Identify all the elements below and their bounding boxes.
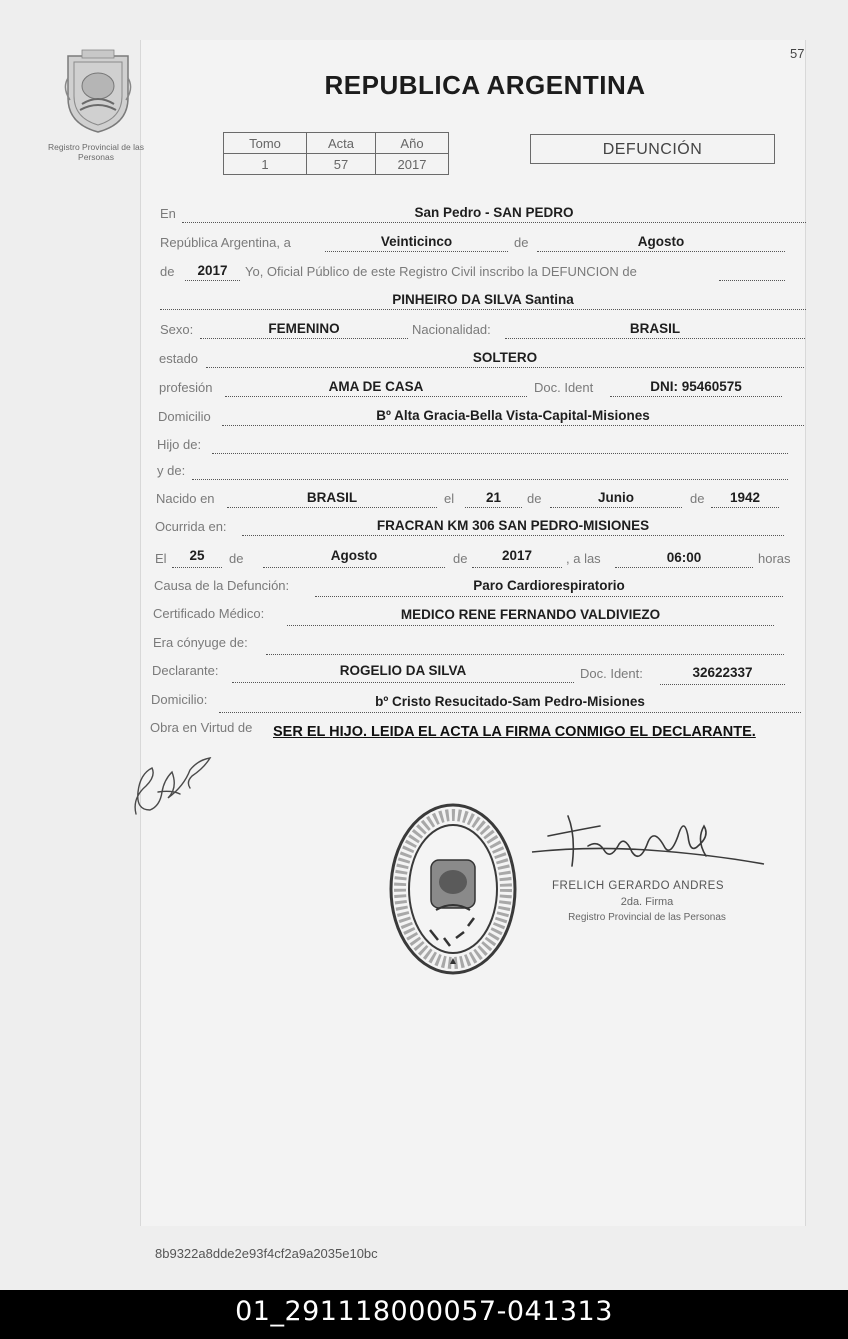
official-name: FRELICH GERARDO ANDRES bbox=[552, 880, 725, 892]
provincial-coat-of-arms-icon bbox=[58, 48, 138, 134]
label-domicilio: Domicilio bbox=[158, 409, 211, 424]
label-sexo: Sexo: bbox=[160, 322, 194, 337]
official-signature-icon bbox=[528, 806, 768, 886]
label-domicilio-2: Domicilio: bbox=[151, 692, 208, 707]
label-de-1: de bbox=[514, 235, 529, 250]
value-domicilio: Bº Alta Gracia-Bella Vista-Capital-Misiones bbox=[376, 408, 650, 423]
logo-caption: Registro Provincial de las Personas bbox=[48, 142, 144, 162]
line-nac-mes bbox=[550, 507, 682, 508]
value-nacionalidad: BRASIL bbox=[629, 321, 681, 336]
label-doc-ident: Doc. Ident bbox=[534, 380, 594, 395]
label-conyuge: Era cónyuge de: bbox=[153, 635, 248, 650]
label-a-las: , a las bbox=[566, 551, 601, 566]
label-en: En bbox=[160, 206, 176, 221]
document-hash: 8b9322a8dde2e93f4cf2a9a2035e10bc bbox=[155, 1246, 378, 1261]
line-y-de bbox=[192, 479, 788, 480]
line-dia bbox=[325, 251, 508, 252]
label-doc-ident-2: Doc. Ident: bbox=[580, 666, 643, 681]
label-de-5: de bbox=[453, 551, 468, 566]
label-de-4: de bbox=[229, 551, 244, 566]
line-estado bbox=[206, 367, 804, 368]
value-nac-mes: Junio bbox=[598, 490, 634, 505]
line-yo-tail bbox=[719, 280, 785, 281]
line-def-anio bbox=[472, 567, 562, 568]
official-role: 2da. Firma bbox=[620, 896, 674, 908]
line-sexo bbox=[200, 338, 408, 339]
acta-value: 57 bbox=[307, 154, 376, 175]
reference-table bbox=[223, 132, 449, 175]
label-certificado: Certificado Médico: bbox=[153, 606, 265, 621]
line-hijo-de bbox=[212, 453, 788, 454]
line-conyuge bbox=[266, 654, 784, 655]
value-ocurrida-en: FRACRAN KM 306 SAN PEDRO-MISIONES bbox=[376, 518, 650, 533]
line-declarante-domicilio bbox=[219, 712, 801, 713]
line-def-mes bbox=[263, 567, 445, 568]
line-certificado bbox=[287, 625, 774, 626]
record-type-box: DEFUNCIÓN bbox=[530, 134, 775, 164]
value-doc: DNI: 95460575 bbox=[650, 379, 742, 394]
line-nac-anio bbox=[711, 507, 779, 508]
value-lugar: San Pedro - SAN PEDRO bbox=[414, 205, 574, 220]
value-nombre: PINHEIRO DA SILVA Santina bbox=[392, 292, 574, 307]
value-declarante-domicilio: bº Cristo Resucitado-Sam Pedro-Misiones bbox=[375, 694, 645, 709]
value-declarante: ROGELIO DA SILVA bbox=[339, 663, 467, 678]
label-horas: horas bbox=[758, 551, 791, 566]
value-certificado: MEDICO RENE FERNANDO VALDIVIEZO bbox=[400, 607, 661, 622]
value-anio: 2017 bbox=[197, 263, 228, 278]
value-mes: Agosto bbox=[637, 234, 685, 249]
line-profesion bbox=[225, 396, 527, 397]
line-nacionalidad bbox=[505, 338, 805, 339]
line-ocurrida-en bbox=[242, 535, 784, 536]
value-obra: SER EL HIJO. LEIDA EL ACTA LA FIRMA CONMIGO EL DECLARANTE. bbox=[273, 724, 756, 740]
tomo-value: 1 bbox=[224, 154, 307, 175]
line-def-dia bbox=[172, 567, 222, 568]
value-profesion: AMA DE CASA bbox=[328, 379, 424, 394]
label-el: el bbox=[444, 491, 455, 506]
value-nac-anio: 1942 bbox=[729, 490, 761, 505]
line-mes bbox=[537, 251, 785, 252]
value-nac-dia: 21 bbox=[485, 490, 502, 505]
label-estado: estado bbox=[159, 351, 199, 366]
line-hora bbox=[615, 567, 753, 568]
label-y-de: y de: bbox=[157, 463, 186, 478]
label-nacido-en: Nacido en bbox=[156, 491, 215, 506]
line-lugar bbox=[182, 222, 806, 223]
value-declarante-doc: 32622337 bbox=[692, 665, 753, 680]
label-de-start: de bbox=[160, 264, 175, 279]
label-yo-oficial: Yo, Oficial Público de este Registro Civil inscribo la DEFUNCION de bbox=[245, 264, 637, 279]
line-declarante-doc bbox=[660, 684, 785, 685]
label-ocurrida-en: Ocurrida en: bbox=[155, 519, 227, 534]
page-number: 57 bbox=[790, 46, 805, 61]
value-def-mes: Agosto bbox=[330, 548, 378, 563]
label-de-2: de bbox=[527, 491, 542, 506]
anio-header: Año bbox=[376, 133, 449, 154]
label-obra: Obra en Virtud de bbox=[150, 720, 253, 735]
anio-value: 2017 bbox=[376, 154, 449, 175]
value-sexo: FEMENINO bbox=[268, 321, 340, 336]
value-def-anio: 2017 bbox=[501, 548, 533, 563]
line-nombre bbox=[160, 309, 806, 310]
label-declarante: Declarante: bbox=[152, 663, 219, 678]
line-nacido-en bbox=[227, 507, 437, 508]
label-el-2: El bbox=[155, 551, 167, 566]
value-estado: SOLTERO bbox=[472, 350, 538, 365]
tomo-header: Tomo bbox=[224, 133, 307, 154]
line-doc bbox=[610, 396, 782, 397]
value-dia: Veinticinco bbox=[380, 234, 453, 249]
label-causa: Causa de la Defunción: bbox=[154, 578, 290, 593]
line-anio bbox=[185, 280, 240, 281]
official-seal-icon bbox=[386, 800, 520, 978]
value-hora: 06:00 bbox=[666, 550, 702, 565]
label-nacionalidad: Nacionalidad: bbox=[412, 322, 491, 337]
label-republica: República Argentina, a bbox=[160, 235, 291, 250]
value-causa: Paro Cardiorespiratorio bbox=[473, 578, 625, 593]
line-domicilio bbox=[222, 425, 804, 426]
value-def-dia: 25 bbox=[189, 548, 205, 563]
footer-code: 01_291118000057-041313 bbox=[235, 1296, 613, 1327]
line-nac-dia bbox=[465, 507, 522, 508]
official-org: Registro Provincial de las Personas bbox=[568, 912, 726, 923]
line-causa bbox=[315, 596, 783, 597]
acta-header: Acta bbox=[307, 133, 376, 154]
document-title: REPUBLICA ARGENTINA bbox=[324, 70, 646, 100]
declarant-signature-icon bbox=[128, 752, 218, 820]
value-nacido-en: BRASIL bbox=[306, 490, 358, 505]
label-hijo-de: Hijo de: bbox=[157, 437, 202, 452]
line-declarante bbox=[232, 682, 574, 683]
label-profesion: profesión bbox=[159, 380, 213, 395]
label-de-3: de bbox=[690, 491, 705, 506]
